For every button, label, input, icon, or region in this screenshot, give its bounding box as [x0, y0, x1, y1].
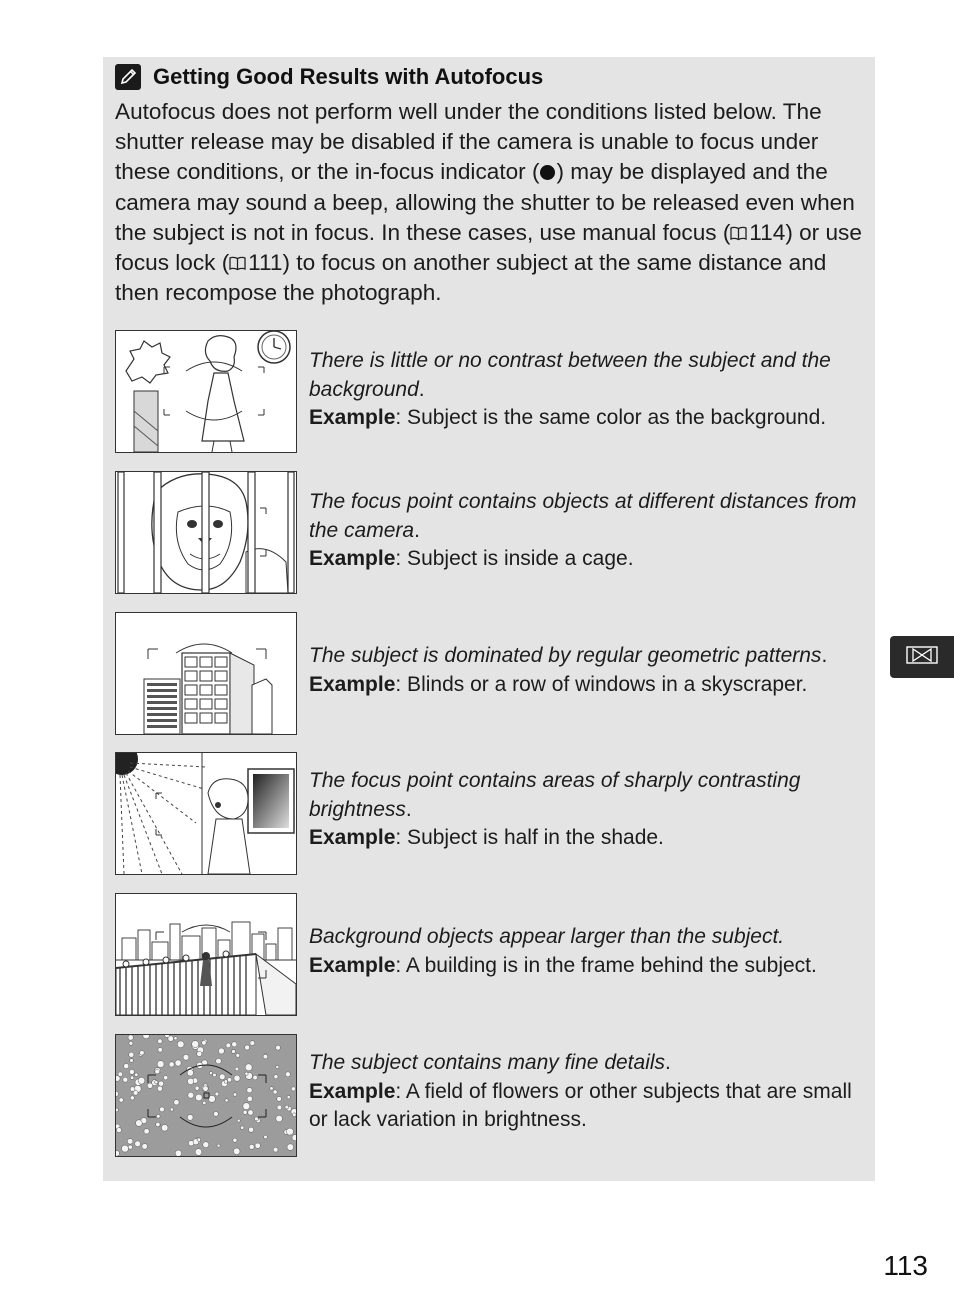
- page-number: 113: [883, 1250, 928, 1281]
- fine-details-illustration: [115, 1034, 297, 1157]
- condition-text: The subject contains many fine details: [309, 1051, 666, 1074]
- manual-focus-page-ref[interactable]: 114: [749, 219, 786, 245]
- example-text: : A field of flowers or other subjects that are small or lack variation in brightness.: [309, 1079, 852, 1132]
- condition-row-low-contrast: [115, 330, 865, 453]
- condition-row-fine-details: [115, 1034, 865, 1157]
- autofocus-note-panel: [103, 57, 875, 1181]
- condition-text: The subject is dominated by regular geometric patterns: [309, 644, 822, 667]
- example-label: Example: [309, 826, 396, 850]
- condition-row-cage: [115, 471, 865, 594]
- intro-text-1: Autofocus does not perform well under the conditions listed below. The shutter release may be disabled if the camera is unable to focus under these conditions, or the in-focus indicator (: [115, 99, 822, 185]
- example-label: Example: [309, 953, 396, 977]
- condition-description: The focus point contains areas of sharply contrasting brightness. Example: Subject is half in the shade.: [309, 769, 801, 850]
- condition-text: Background objects appear larger than the subject.: [309, 925, 785, 948]
- example-text: : A building is in the frame behind the subject.: [395, 953, 817, 977]
- page-reference-icon: [229, 249, 246, 264]
- condition-description: The subject contains many fine details. Example: A field of flowers or other subjects that are small or lack variation in brightness.: [309, 1051, 852, 1132]
- intro-paragraph: [115, 97, 863, 308]
- condition-row-background-larger: [115, 893, 865, 1016]
- background-larger-illustration: [115, 893, 297, 1016]
- example-label: Example: [309, 547, 396, 571]
- condition-row-geometric: [115, 612, 865, 735]
- low-contrast-illustration: [115, 330, 297, 453]
- example-text: : Subject is the same color as the background.: [395, 406, 827, 430]
- section-tab[interactable]: [890, 636, 954, 678]
- condition-description: The subject is dominated by regular geometric patterns. Example: Blinds or a row of windows in a skyscraper.: [309, 644, 828, 696]
- example-label: Example: [309, 672, 396, 696]
- condition-text: The focus point contains objects at different distances from the camera: [309, 490, 857, 542]
- focus-lock-page-ref[interactable]: 111: [248, 250, 283, 276]
- contrasting-brightness-illustration: [115, 752, 297, 875]
- intro-text-4: ) to focus on another subject at the same distance and then recompose the photograph.: [115, 250, 827, 306]
- intro-text-2: ) may be displayed and the camera may sound a beep, allowing the shutter to be released even when the subject is not in focus. In these cases, use manual focus (: [115, 159, 855, 245]
- example-text: : Subject is half in the shade.: [395, 826, 664, 850]
- example-label: Example: [309, 406, 396, 430]
- geometric-pattern-illustration: [115, 612, 297, 735]
- note-heading: [115, 62, 543, 92]
- cage-illustration: [115, 471, 297, 594]
- condition-description: [309, 923, 865, 980]
- page-reference-icon: [730, 219, 747, 234]
- in-focus-indicator-icon: [540, 165, 555, 180]
- intro-text-3: ) or use focus lock (: [115, 219, 862, 276]
- example-text: : Blinds or a row of windows in a skyscraper.: [395, 672, 808, 696]
- condition-text: There is little or no contrast between the subject and the background: [309, 349, 831, 401]
- condition-description: There is little or no contrast between the subject and the background. Example: Subject is the same color as the background.: [309, 349, 831, 430]
- condition-text: The focus point contains areas of sharply contrasting brightness: [309, 769, 801, 821]
- condition-row-brightness: [115, 752, 865, 875]
- note-title: Getting Good Results with Autofocus: [153, 64, 544, 89]
- example-text: : Subject is inside a cage.: [395, 547, 634, 571]
- condition-description: The focus point contains objects at different distances from the camera. Example: Subject is inside a cage.: [309, 490, 857, 571]
- example-label: Example: [309, 1079, 396, 1103]
- focus-section-icon: [905, 644, 939, 671]
- pencil-note-icon: [115, 64, 141, 90]
